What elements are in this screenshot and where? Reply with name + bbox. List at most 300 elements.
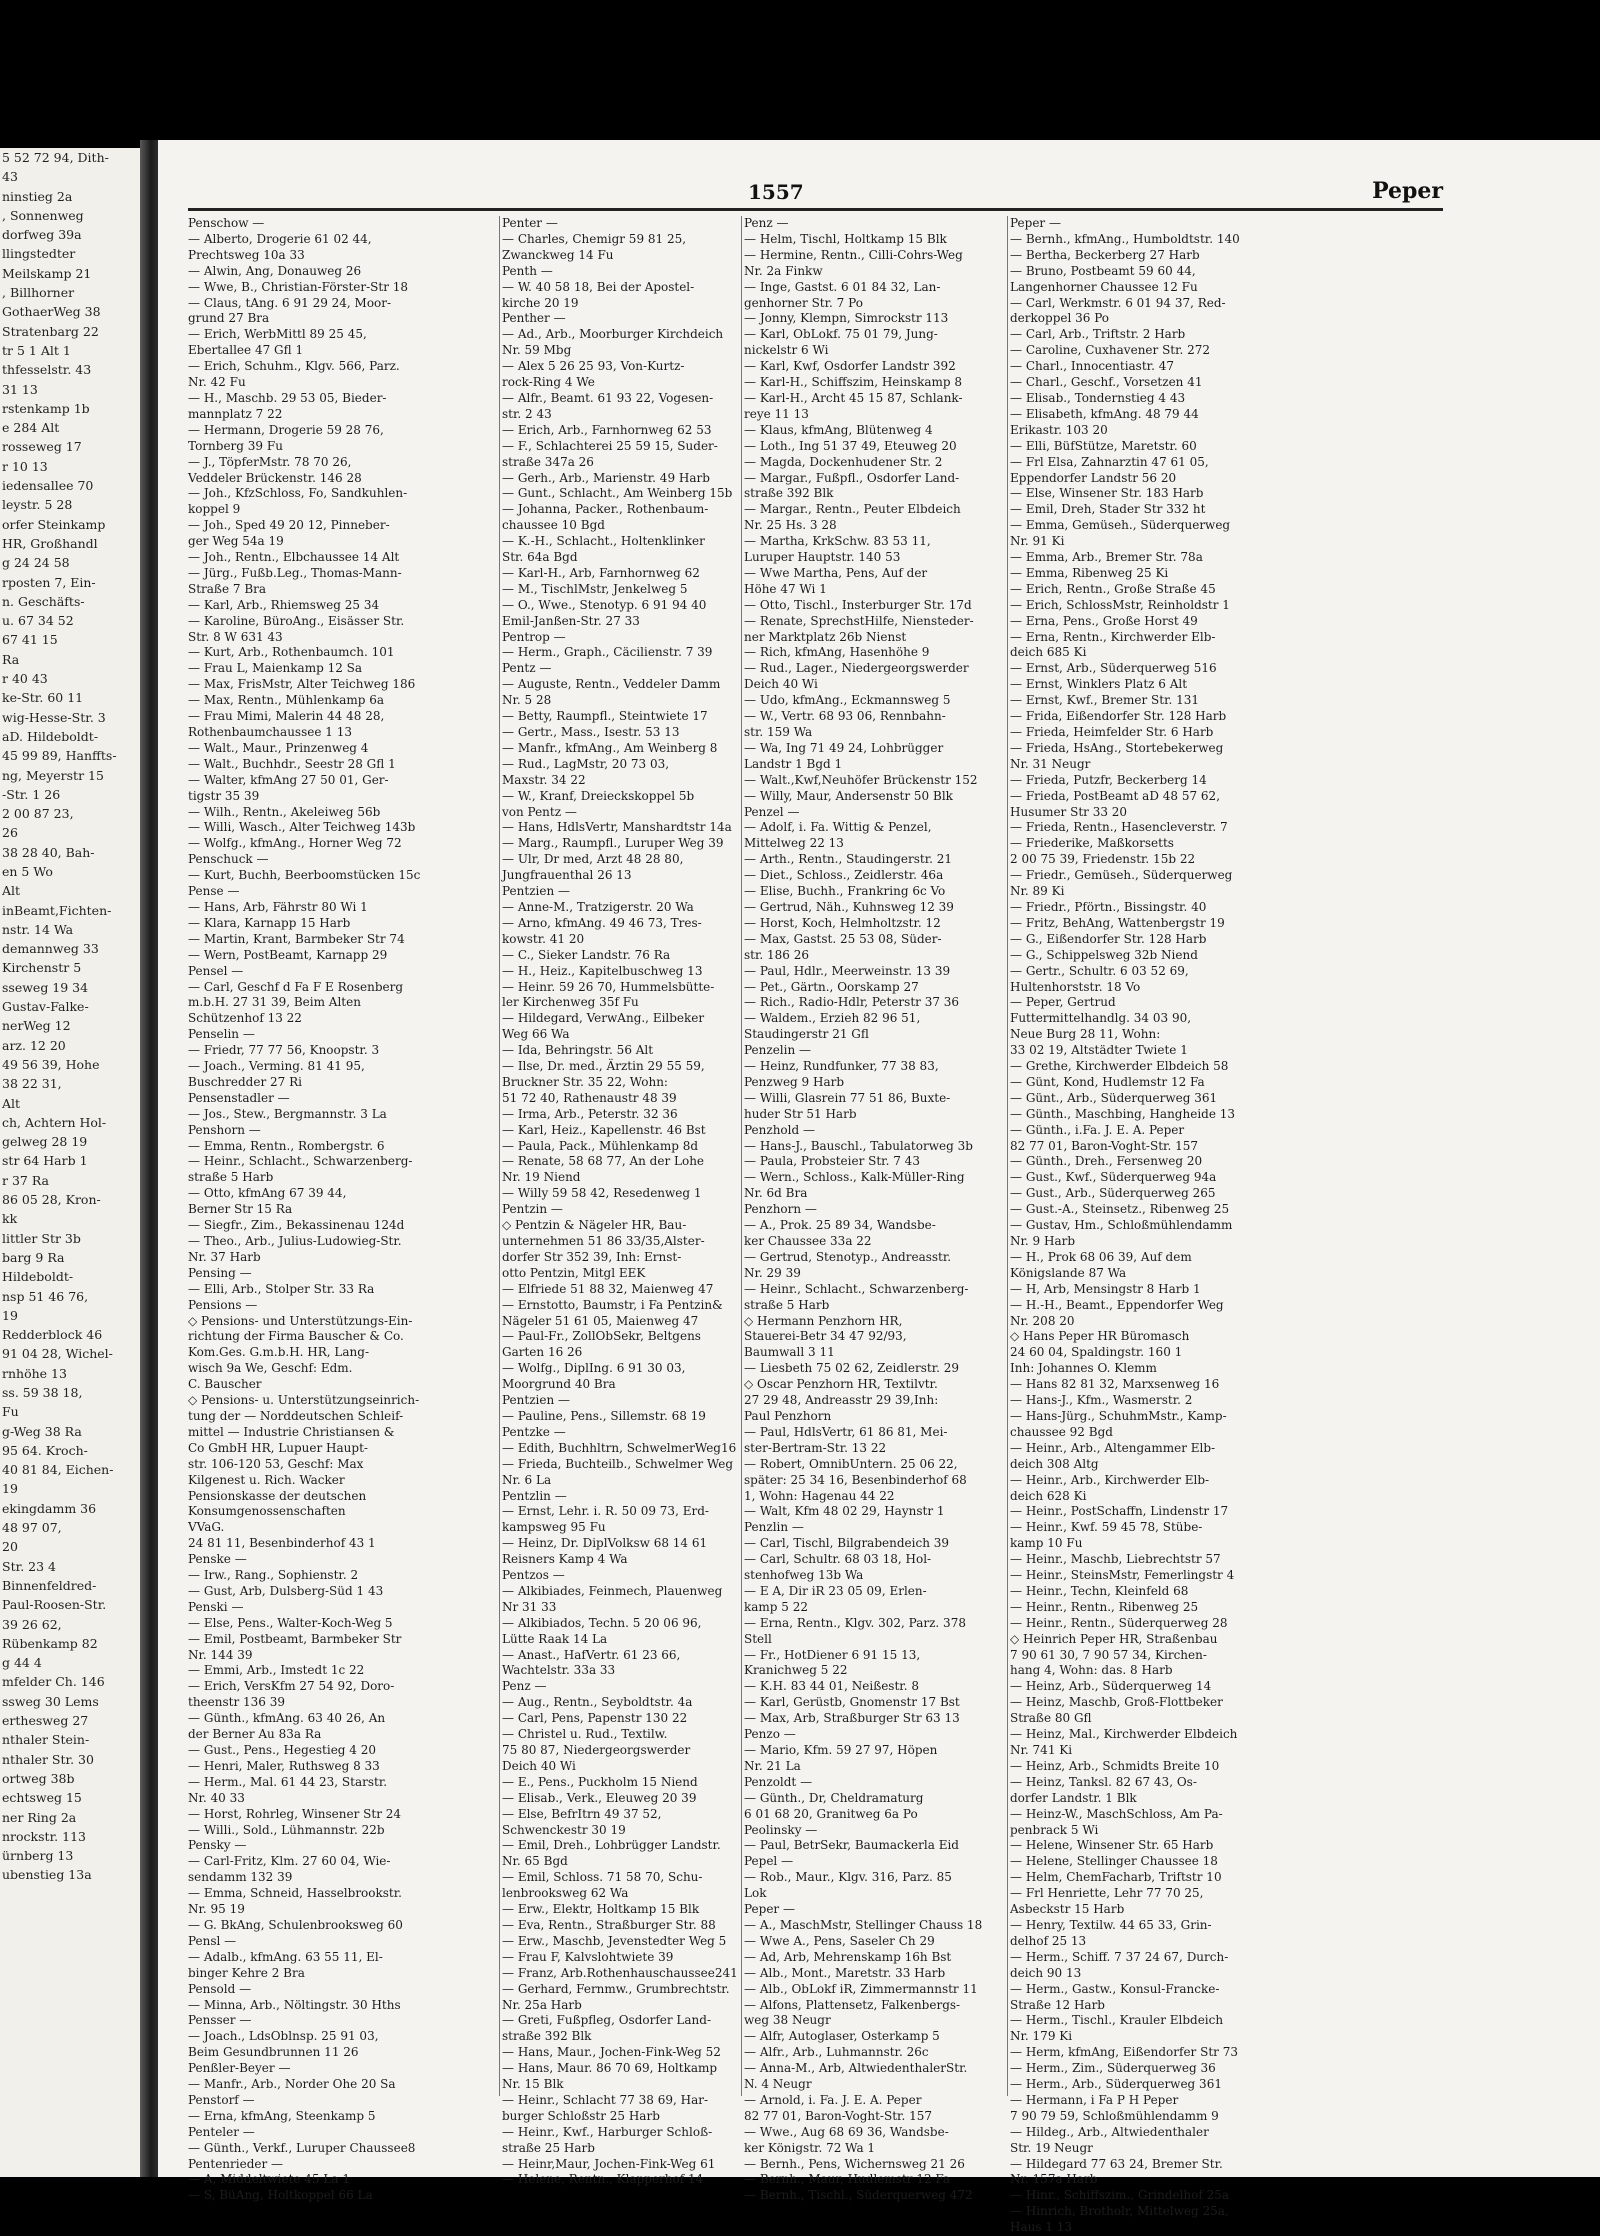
- directory-entry: Nr. 37 Harb: [188, 1249, 261, 1264]
- left-page-fragment: Stratenbarg 22: [2, 323, 99, 339]
- directory-entry: — Heinr., Kwf., Harburger Schloß-: [502, 2124, 713, 2139]
- directory-entry: — Frl Henriette, Lehr 77 70 25,: [1010, 1886, 1204, 1901]
- left-page-fragment: ekingdamm 36: [2, 1500, 97, 1516]
- directory-entry: VVaG.: [188, 1520, 225, 1535]
- directory-entry: — Heinz-W., MaschSchloss, Am Pa-: [1010, 1806, 1223, 1821]
- directory-entry: — Ulr, Dr med, Arzt 48 28 80,: [502, 852, 684, 867]
- directory-entry: str. 2 43: [502, 406, 552, 421]
- directory-entry: tigstr 35 39: [188, 788, 260, 803]
- directory-entry: Penschow —: [188, 216, 265, 230]
- directory-entry: — Bernh., Pens, Wichernsweg 21 26: [744, 2156, 965, 2171]
- directory-entry: huder Str 51 Harb: [744, 1106, 857, 1121]
- directory-entry: — Karl, ObLokf. 75 01 79, Jung-: [744, 327, 938, 342]
- column-1: [188, 216, 493, 2203]
- left-page-fragment: 20: [2, 1539, 18, 1555]
- left-page-fragment: str 64 Harb 1: [2, 1153, 88, 1169]
- directory-entry: Höhe 47 Wi 1: [744, 581, 827, 596]
- directory-entry: Schwenckestr 30 19: [502, 1822, 626, 1837]
- directory-entry: — A., MaschMstr, Stellinger Chauss 18: [744, 1917, 983, 1932]
- directory-entry: Str. 64a Bgd: [502, 550, 578, 565]
- directory-entry: — Gerhard, Fernmw., Grumbrechtstr.: [502, 1981, 730, 1996]
- directory-entry: — Emma, Ribenweg 25 Ki: [1010, 565, 1169, 580]
- directory-entry: — Günt, Kond, Hudlemstr 12 Fa: [1010, 1074, 1205, 1089]
- directory-entry: — Renate, SprechstHilfe, Niensteder-: [744, 613, 974, 628]
- directory-entry: — Heinz, Rundfunker, 77 38 83,: [744, 1059, 939, 1074]
- directory-entry: — Ernstotto, Baumstr, i Fa Pentzin&: [502, 1297, 723, 1312]
- directory-entry: — Ad, Arb, Mehrenskamp 16h Bst: [744, 1949, 952, 1964]
- directory-entry: — Günth., kfmAng. 63 40 26, An: [188, 1711, 386, 1726]
- directory-entry: str. 106-120 53, Geschf: Max: [188, 1456, 364, 1471]
- directory-entry: — Anna-M., Arb, AltwiedenthalerStr.: [744, 2061, 968, 2076]
- directory-entry: — Mario, Kfm. 59 27 97, Höpen: [744, 1743, 938, 1757]
- directory-entry: deich 90 13: [1010, 1965, 1082, 1980]
- left-page-fragment: Str. 23 4: [2, 1558, 56, 1574]
- left-page-fragment: r 37 Ra: [2, 1172, 49, 1188]
- left-page-fragment: Fu: [2, 1404, 19, 1420]
- directory-entry: 24 81 11, Besenbinderhof 43 1: [188, 1536, 376, 1551]
- directory-entry: Peper —: [1010, 216, 1061, 230]
- directory-entry: — Wwe, B., Christian-Förster-Str 18: [188, 279, 409, 294]
- directory-entry: — G., Eißendorfer Str. 128 Harb: [1010, 931, 1207, 946]
- left-page-fragment: orfer Steinkamp: [2, 516, 106, 532]
- directory-entry: otto Pentzin, Mitgl EEK: [502, 1265, 646, 1280]
- directory-entry: 75 80 87, Niedergeorgswerder: [502, 1743, 691, 1757]
- directory-entry: Pensl —: [188, 1933, 237, 1948]
- directory-entry: — Alex 5 26 25 93, Von-Kurtz-: [502, 359, 685, 374]
- directory-entry: — Elisab., Tondernstieg 4 43: [1010, 390, 1186, 405]
- directory-entry: — Hans, Maur., Jochen-Fink-Weg 52: [502, 2045, 721, 2060]
- column-3: [744, 216, 1049, 2203]
- directory-entry: Königslande 87 Wa: [1010, 1265, 1127, 1280]
- directory-entry: — Max, Gastst. 25 53 08, Süder-: [744, 931, 942, 946]
- directory-entry: — Hinr., Schiffszim., Grindelhof 25a: [1010, 2188, 1230, 2203]
- directory-entry: Pensenstadler —: [188, 1090, 290, 1105]
- left-page-fragment: 43: [2, 169, 18, 185]
- left-page-fragment: en 5 Wo: [2, 863, 53, 879]
- directory-entry: — Rob., Maur., Klgv. 316, Parz. 85: [744, 1870, 952, 1885]
- directory-entry: 82 77 01, Baron-Voght-Str. 157: [1010, 1138, 1198, 1153]
- directory-entry: — Frieda, Rentn., Hasencleverstr. 7: [1010, 820, 1228, 835]
- directory-entry: lenbrooksweg 62 Wa: [502, 1886, 629, 1901]
- left-page-fragment: nerWeg 12: [2, 1018, 71, 1034]
- directory-entry: Staudingerstr 21 Gfl: [744, 1027, 869, 1042]
- directory-entry: — Adolf, i. Fa. Wittig & Penzel,: [744, 820, 932, 835]
- left-page-fragment: ninstieg 2a: [2, 188, 73, 204]
- left-page-fragment: dorfweg 39a: [2, 227, 82, 243]
- directory-entry: — Elisabeth, kfmAng. 48 79 44: [1010, 406, 1199, 421]
- directory-entry: Peolinsky —: [744, 1822, 818, 1837]
- directory-entry: — Adalb., kfmAng. 63 55 11, El-: [188, 1949, 383, 1964]
- directory-entry: chaussee 10 Bgd: [502, 518, 605, 533]
- directory-entry: — Günth., Verkf., Luruper Chaussee8: [188, 2140, 416, 2155]
- directory-entry: Pensel —: [188, 963, 244, 978]
- directory-entry: Stauerei-Betr 34 47 92/93,: [744, 1329, 907, 1344]
- directory-entry: C. Bauscher: [188, 1377, 262, 1392]
- directory-entry: — Ad., Arb., Moorburger Kirchdeich: [502, 327, 724, 342]
- directory-entry: — Elli, BüfStütze, Maretstr. 60: [1010, 438, 1197, 453]
- directory-entry: — Carl, Geschf d Fa F E Rosenberg: [188, 979, 404, 994]
- left-page-fragment: mfelder Ch. 146: [2, 1674, 105, 1690]
- directory-entry: Reisners Kamp 4 Wa: [502, 1552, 628, 1567]
- directory-entry: — Pet., Gärtn., Oorskamp 27: [744, 979, 919, 994]
- left-page-fragment: 38 28 40, Bah-: [2, 844, 95, 860]
- directory-entry: — S, BüAng, Holtkoppel 66 La: [188, 2188, 373, 2203]
- directory-entry: Nr. 25a Harb: [502, 1997, 582, 2012]
- directory-entry: deich 685 Ki: [1010, 645, 1087, 660]
- directory-entry: ◇ Hermann Penzhorn HR,: [744, 1313, 903, 1328]
- directory-entry: ler Kirchenweg 35f Fu: [502, 995, 639, 1010]
- directory-entry: — Ernst, Winklers Platz 6 Alt: [1010, 677, 1188, 692]
- directory-entry: — Paul-Fr., ZollObSekr, Beltgens: [502, 1329, 701, 1344]
- directory-entry: Landstr 1 Bgd 1: [744, 756, 843, 771]
- directory-entry: Pentzin —: [502, 1202, 563, 1217]
- directory-entry: Buschredder 27 Ri: [188, 1074, 302, 1089]
- directory-entry: — Alkibiades, Feinmech, Plauenweg: [502, 1583, 723, 1598]
- directory-entry: — Kurt, Arb., Rothenbaumch. 101: [188, 645, 395, 660]
- directory-entry: — Manfr., Arb., Norder Ohe 20 Sa: [188, 2077, 396, 2092]
- column-4: [1010, 216, 1315, 2235]
- directory-entry: — Martin, Krant, Barmbeker Str 74: [188, 931, 405, 946]
- directory-entry: — Arth., Rentn., Staudingerstr. 21: [744, 852, 953, 867]
- directory-entry: — Edith, Buchhltrn, SchwelmerWeg16: [502, 1440, 737, 1455]
- left-page-fragment: kk: [2, 1211, 18, 1227]
- left-page-fragment: Hildeboldt-: [2, 1269, 74, 1285]
- directory-entry: — W., Kranf, Dreieckskoppel 5b: [502, 788, 695, 803]
- directory-entry: — Manfr., kfmAng., Am Weinberg 8: [502, 740, 718, 755]
- directory-entry: — Horst, Koch, Helmholtzstr. 12: [744, 915, 941, 930]
- directory-entry: — Otto, kfmAng 67 39 44,: [188, 1186, 347, 1201]
- directory-entry: Penther —: [502, 311, 566, 326]
- left-page-fragment: 45 99 89, Hanffts-: [2, 748, 117, 764]
- directory-entry: — Alwin, Ang, Donauweg 26: [188, 263, 362, 278]
- directory-entry: derkoppel 36 Po: [1010, 311, 1110, 326]
- directory-entry: 33 02 19, Altstädter Twiete 1: [1010, 1043, 1188, 1058]
- directory-entry: — Erna, kfmAng, Steenkamp 5: [188, 2108, 376, 2123]
- directory-entry: — Erich, Rentn., Große Straße 45: [1010, 581, 1216, 596]
- directory-entry: der Berner Au 83a Ra: [188, 1727, 322, 1742]
- directory-entry: — Wern., Schloss., Kalk-Müller-Ring: [744, 1170, 965, 1185]
- directory-entry: — Günth., Dreh., Fersenweg 20: [1010, 1154, 1203, 1169]
- directory-entry: — Herm, kfmAng, Eißendorfer Str 73: [1010, 2045, 1238, 2060]
- directory-entry: — Franz, Arb.Rothenhauschaussee241: [502, 1965, 738, 1980]
- directory-entry: — Heinz, Dr. DiplVolksw 68 14 61: [502, 1536, 708, 1551]
- directory-entry: Straße 12 Harb: [1010, 1997, 1105, 2012]
- directory-entry: — Betty, Raumpfl., Steintwiete 17: [502, 709, 708, 724]
- directory-entry: Pensky —: [188, 1838, 247, 1853]
- left-page-fragment: ner Ring 2a: [2, 1809, 77, 1825]
- directory-entry: — Jürg., Fußb.Leg., Thomas-Mann-: [188, 565, 402, 580]
- directory-entry: ker Chaussee 33a 22: [744, 1234, 872, 1248]
- directory-entry: 6 01 68 20, Granitweg 6a Po: [744, 1806, 918, 1821]
- directory-entry: — Gustav, Hm., Schloßmühlendamm: [1010, 1218, 1233, 1233]
- directory-entry: — Paul, HdlsVertr, 61 86 81, Mei-: [744, 1424, 948, 1439]
- directory-entry: nickelstr 6 Wi: [744, 343, 829, 358]
- directory-entry: Penselin —: [188, 1027, 255, 1042]
- left-page-fragment: r 10 13: [2, 458, 48, 474]
- directory-entry: — Fr., HotDiener 6 91 15 13,: [744, 1647, 921, 1662]
- directory-entry: — Gunt., Schlacht., Am Weinberg 15b: [502, 486, 733, 501]
- directory-entry: — Joh., Sped 49 20 12, Pinneber-: [188, 518, 390, 533]
- directory-entry: rock-Ring 4 We: [502, 375, 595, 390]
- left-page-fragment: ubenstieg 13a: [2, 1867, 92, 1883]
- directory-entry: stenhofweg 13b Wa: [744, 1568, 864, 1583]
- directory-entry: — Walt, Kfm 48 02 29, Haynstr 1: [744, 1504, 945, 1519]
- directory-entry: — Erich, SchlossMstr, Reinholdstr 1: [1010, 597, 1230, 612]
- directory-entry: — Caroline, Cuxhavener Str. 272: [1010, 343, 1211, 358]
- directory-entry: — Henry, Textilw. 44 65 33, Grin-: [1010, 1917, 1212, 1932]
- left-page-fragment: 91 04 28, Wichel-: [2, 1346, 113, 1362]
- directory-entry: — Diet., Schloss., Zeidlerstr. 46a: [744, 868, 944, 883]
- directory-entry: straße 25 Harb: [502, 2140, 595, 2155]
- directory-entry: — Alberto, Drogerie 61 02 44,: [188, 231, 372, 246]
- directory-entry: — Wolfg., kfmAng., Horner Weg 72: [188, 836, 402, 851]
- left-page-fragment: 5 52 72 94, Dith-: [2, 150, 109, 165]
- directory-entry: — Willi., Sold., Lühmannstr. 22b: [188, 1822, 385, 1837]
- directory-entry: — Herm., Graph., Cäcilienstr. 7 39: [502, 645, 713, 660]
- directory-entry: Pensing —: [188, 1265, 252, 1280]
- directory-entry: Stell: [744, 1631, 772, 1646]
- left-page-fragment: Binnenfeldred-: [2, 1577, 97, 1593]
- directory-entry: 1, Wohn: Hagenau 44 22: [744, 1488, 895, 1503]
- directory-entry: — Martha, KrkSchw. 83 53 11,: [744, 534, 931, 549]
- directory-entry: — Helm, Tischl, Holtkamp 15 Blk: [744, 231, 947, 246]
- directory-entry: — Heinr., Schlacht., Schwarzenberg-: [744, 1281, 969, 1296]
- directory-entry: Nr. 25 Hs. 3 28: [744, 518, 837, 533]
- left-page-fragment: Alt: [2, 883, 21, 899]
- directory-page: [158, 140, 1600, 2235]
- directory-entry: — Christel u. Rud., Textilw.: [502, 1727, 668, 1742]
- directory-entry: Straße 7 Bra: [188, 581, 267, 596]
- directory-entry: — Hinrich, Brotholr, Mittelweg 25a,: [1010, 2204, 1229, 2219]
- directory-entry: — Günth., i.Fa. J. E. A. Peper: [1010, 1122, 1185, 1137]
- directory-entry: Neue Burg 28 11, Wohn:: [1010, 1027, 1161, 1042]
- directory-entry: kirche 20 19: [502, 295, 579, 310]
- directory-entry: Deich 40 Wi: [744, 677, 818, 692]
- left-page-fragment: 49 56 39, Hohe: [2, 1056, 100, 1072]
- directory-entry: Str. 8 W 631 43: [188, 629, 283, 644]
- directory-entry: — Siegfr., Zim., Bekassinenau 124d: [188, 1218, 405, 1233]
- directory-entry: — Loth., Ing 51 37 49, Eteuweg 20: [744, 438, 957, 453]
- directory-entry: — Alkibiados, Techn. 5 20 06 96,: [502, 1615, 702, 1630]
- directory-entry: — Joach., LdsOblnsp. 25 91 03,: [188, 2029, 379, 2044]
- left-page-fragment: 31 13: [2, 381, 38, 397]
- directory-entry: — Johanna, Packer., Rothenbaum-: [502, 502, 709, 517]
- directory-entry: — Erich, Schuhm., Klgv. 566, Parz.: [188, 359, 400, 374]
- directory-entry: — Erw., Maschb, Jevenstedter Weg 5: [502, 1933, 727, 1948]
- directory-entry: Nr. 15 Blk: [502, 2077, 564, 2092]
- directory-entry: Peper —: [744, 1902, 795, 1917]
- directory-entry: — Emmi, Arb., Imstedt 1c 22: [188, 1663, 365, 1678]
- directory-entry: straße 347a 26: [502, 454, 594, 469]
- directory-entry: — Joh., KfzSchloss, Fo, Sandkuhlen-: [188, 486, 408, 501]
- left-page-fragment: Kirchenstr 5: [2, 960, 82, 976]
- left-page-fragment: e 284 Alt: [2, 420, 60, 436]
- directory-entry: — Alfr., Arb., Luhmannstr. 26c: [744, 2045, 929, 2060]
- directory-entry: — Hans-J., Kfm., Wasmerstr. 2: [1010, 1393, 1193, 1408]
- directory-entry: — Elfriede 51 88 32, Maienweg 47: [502, 1281, 714, 1296]
- directory-entry: — Wa, Ing 71 49 24, Lohbrügger: [744, 740, 944, 755]
- directory-entry: — Karl-H., Arb, Farnhornweg 62: [502, 565, 700, 580]
- left-page-fragment: 40 81 84, Eichen-: [2, 1462, 114, 1478]
- directory-entry: — Herm., Zim., Süderquerweg 36: [1010, 2061, 1216, 2076]
- directory-entry: wisch 9a We, Geschf: Edm.: [188, 1361, 353, 1376]
- directory-entry: Wachtelstr. 33a 33: [502, 1663, 616, 1678]
- directory-entry: — Klaus, kfmAng, Blütenweg 4: [744, 422, 933, 437]
- directory-entry: — Walt.,Kwf,Neuhöfer Brückenstr 152: [744, 772, 978, 787]
- directory-entry: — Jos., Stew., Bergmannstr. 3 La: [188, 1106, 387, 1121]
- directory-entry: — Frida, Eißendorfer Str. 128 Harb: [1010, 709, 1227, 724]
- directory-entry: Nr. 91 Ki: [1010, 534, 1065, 549]
- directory-entry: — Alfons, Plattensetz, Falkenbergs-: [744, 1997, 961, 2012]
- directory-entry: — Günth., Maschbing, Hangheide 13: [1010, 1106, 1236, 1121]
- directory-entry: — Greti, Fußpfleg, Osdorfer Land-: [502, 2013, 712, 2028]
- directory-entry: — Frau L, Maienkamp 12 Sa: [188, 661, 363, 676]
- directory-entry: — Gertrud, Näh., Kuhnsweg 12 39: [744, 899, 954, 914]
- directory-entry: — Emma, Arb., Bremer Str. 78a: [1010, 550, 1203, 565]
- directory-entry: Penz —: [502, 1679, 547, 1694]
- directory-entry: — Bernh., kfmAng., Humboldtstr. 140: [1010, 231, 1240, 246]
- directory-entry: — Gertrud, Stenotyp., Andreasstr.: [744, 1249, 952, 1264]
- directory-entry: — Herm., Schiff. 7 37 24 67, Durch-: [1010, 1949, 1229, 1964]
- directory-entry: — Hermine, Rentn., Cilli-Cohrs-Weg: [744, 247, 963, 262]
- directory-entry: — Karl, Heiz., Kapellenstr. 46 Bst: [502, 1122, 706, 1137]
- directory-entry: Tornberg 39 Fu: [188, 438, 283, 453]
- left-page-fragment: nthaler Str. 30: [2, 1751, 94, 1767]
- directory-entry: ner Marktplatz 26b Nienst: [744, 629, 907, 644]
- directory-entry: — G. BkAng, Schulenbrooksweg 60: [188, 1917, 403, 1932]
- directory-entry: — Otto, Tischl., Insterburger Str. 17d: [744, 597, 972, 612]
- directory-entry: — Ernst, Arb., Süderquerweg 516: [1010, 661, 1217, 676]
- directory-entry: — Carl-Fritz, Klm. 27 60 04, Wie-: [188, 1854, 391, 1869]
- directory-entry: koppel 9: [188, 502, 241, 517]
- directory-entry: Konsumgenossenschaften: [188, 1504, 346, 1519]
- directory-entry: ◇ Hans Peper HR Büromasch: [1010, 1329, 1190, 1344]
- left-page-edge: [0, 148, 140, 2177]
- left-page-fragment: rnhöhe 13: [2, 1365, 67, 1381]
- directory-entry: — Heinr., Rentn., Ribenweg 25: [1010, 1599, 1199, 1614]
- directory-entry: — Carl, Arb., Triftstr. 2 Harb: [1010, 327, 1186, 342]
- directory-entry: — H, Arb, Mensingstr 8 Harb 1: [1010, 1281, 1201, 1296]
- directory-entry: Pensions —: [188, 1297, 258, 1312]
- directory-entry: — Hermann, Drogerie 59 28 76,: [188, 422, 384, 437]
- left-page-fragment: Ra: [2, 651, 20, 667]
- directory-entry: — Fritz, BehAng, Wattenbergstr 19: [1010, 915, 1225, 930]
- directory-entry: 7 90 79 59, Schloßmühlendamm 9: [1010, 2108, 1219, 2123]
- directory-entry: Pense —: [188, 884, 240, 899]
- left-page-fragment: echtsweg 15: [2, 1790, 82, 1806]
- directory-entry: — Emil, Dreh, Stader Str 332 ht: [1010, 502, 1206, 517]
- directory-entry: — K.-H., Schlacht., Holtenklinker: [502, 534, 705, 549]
- directory-entry: — Helene, Rentn., Klapperhof 14: [502, 2172, 704, 2187]
- directory-entry: Pensionskasse der deutschen: [188, 1488, 367, 1503]
- directory-entry: Kranichweg 5 22: [744, 1663, 848, 1678]
- directory-entry: — Alfr., Beamt. 61 93 22, Vogesen-: [502, 390, 714, 405]
- directory-entry: Penßler-Beyer —: [188, 2061, 291, 2076]
- directory-entry: — Günt., Arb., Süderquerweg 361: [1010, 1090, 1218, 1105]
- directory-entry: Penstorf —: [188, 2092, 255, 2107]
- directory-entry: deich 628 Ki: [1010, 1488, 1087, 1503]
- left-page-fragment: 39 26 62,: [2, 1616, 62, 1632]
- directory-entry: Nr. 9 Harb: [1010, 1234, 1076, 1248]
- left-page-fragment: ke-Str. 60 11: [2, 690, 84, 706]
- left-page-fragment: iedensallee 70: [2, 478, 94, 494]
- directory-entry: Nr. 42 Fu: [188, 375, 246, 390]
- directory-entry: — Karl-H., Archt 45 15 87, Schlank-: [744, 390, 963, 405]
- directory-entry: Nägeler 51 61 05, Maienweg 47: [502, 1313, 699, 1328]
- directory-entry: Zwanckweg 14 Fu: [502, 247, 614, 262]
- directory-entry: — C., Sieker Landstr. 76 Ra: [502, 947, 671, 962]
- directory-entry: — Alb., ObLokf iR, Zimmermannstr 11: [744, 1981, 978, 1996]
- directory-entry: — Emil, Postbeamt, Barmbeker Str: [188, 1631, 402, 1646]
- directory-entry: — Heinr., Arb., Altengammer Elb-: [1010, 1440, 1216, 1455]
- directory-entry: N. 4 Neugr: [744, 2077, 812, 2092]
- directory-entry: — Max, FrisMstr, Alter Teichweg 186: [188, 677, 416, 692]
- directory-entry: — K.H. 83 44 01, Neißestr. 8: [744, 1679, 919, 1694]
- left-page-fragment: u. 67 34 52: [2, 613, 74, 629]
- directory-entry: Nr 31 33: [502, 1599, 557, 1614]
- left-page-fragment: GothaerWeg 38: [2, 304, 101, 320]
- directory-entry: — Karoline, BüroAng., Eisässer Str.: [188, 613, 405, 628]
- directory-entry: Beim Gesundbrunnen 11 26: [188, 2045, 359, 2060]
- directory-entry: — Irma, Arb., Peterstr. 32 36: [502, 1106, 678, 1121]
- directory-entry: — Peper, Gertrud: [1010, 995, 1116, 1010]
- directory-entry: — Charl., Innocentiastr. 47: [1010, 359, 1174, 374]
- directory-entry: — E A, Dir iR 23 05 09, Erlen-: [744, 1583, 927, 1598]
- directory-entry: Nr. 179 Ki: [1010, 2029, 1073, 2044]
- directory-entry: — Udo, kfmAng., Eckmannsweg 5: [744, 693, 951, 708]
- directory-entry: Nr. 21 La: [744, 1758, 801, 1773]
- left-page-fragment: 48 97 07,: [2, 1520, 62, 1536]
- directory-entry: Pentzien —: [502, 1393, 570, 1408]
- directory-entry: tung der — Norddeutschen Schleif-: [188, 1408, 404, 1423]
- left-page-fragment: r 40 43: [2, 671, 48, 687]
- directory-entry: straße 5 Harb: [188, 1170, 274, 1185]
- directory-entry: Nr. 2a Finkw: [744, 263, 823, 278]
- directory-entry: Pentzke —: [502, 1424, 566, 1439]
- directory-entry: Kom.Ges. G.m.b.H. HR, Lang-: [188, 1345, 370, 1360]
- left-page-fragment: sseweg 19 34: [2, 979, 89, 995]
- directory-entry: Maxstr. 34 22: [502, 772, 586, 787]
- directory-entry: — Charles, Chemigr 59 81 25,: [502, 231, 687, 246]
- directory-entry: Co GmbH HR, Lupuer Haupt-: [188, 1440, 368, 1455]
- left-page-fragment: nrockstr. 113: [2, 1828, 86, 1844]
- directory-entry: — Kurt, Buchh, Beerboomstücken 15c: [188, 868, 421, 883]
- directory-entry: — Hildeg., Arb., Altwiedenthaler: [1010, 2124, 1209, 2139]
- left-page-fragment: 19: [2, 1307, 18, 1323]
- directory-entry: — Heinz, Tanksl. 82 67 43, Os-: [1010, 1774, 1197, 1789]
- directory-entry: — Auguste, Rentn., Veddeler Damm: [502, 677, 721, 692]
- directory-entry: — Heinr., Techn, Kleinfeld 68: [1010, 1583, 1189, 1598]
- directory-entry: — Bruno, Postbeamt 59 60 44,: [1010, 263, 1196, 278]
- directory-entry: — Ernst, Lehr. i. R. 50 09 73, Erd-: [502, 1504, 709, 1519]
- directory-entry: — Herm., Arb., Süderquerweg 361: [1010, 2077, 1222, 2092]
- directory-entry: delhof 25 13: [1010, 1933, 1087, 1948]
- directory-entry: 82 77 01, Baron-Voght-Str. 157: [744, 2108, 932, 2123]
- directory-entry: 27 29 48, Andreasstr 29 39,Inh:: [744, 1393, 939, 1408]
- directory-entry: — Friedr, 77 77 56, Knoopstr. 3: [188, 1043, 380, 1058]
- directory-entry: Eppendorfer Landstr 56 20: [1010, 470, 1177, 485]
- directory-entry: binger Kehre 2 Bra: [188, 1965, 305, 1980]
- directory-entry: Lütte Raak 14 La: [502, 1631, 608, 1646]
- directory-entry: — Erw., Elektr, Holtkamp 15 Blk: [502, 1902, 700, 1917]
- directory-entry: Luruper Hauptstr. 140 53: [744, 550, 901, 565]
- left-page-fragment: Rübenkamp 82: [2, 1635, 98, 1651]
- directory-entry: Jungfrauenthal 26 13: [502, 868, 632, 883]
- left-page-fragment: Meilskamp 21: [2, 265, 92, 281]
- directory-entry: — Herm., Mal. 61 44 23, Starstr.: [188, 1774, 388, 1789]
- left-page-fragment: 26: [2, 825, 18, 841]
- left-page-fragment: ssweg 30 Lems: [2, 1693, 99, 1709]
